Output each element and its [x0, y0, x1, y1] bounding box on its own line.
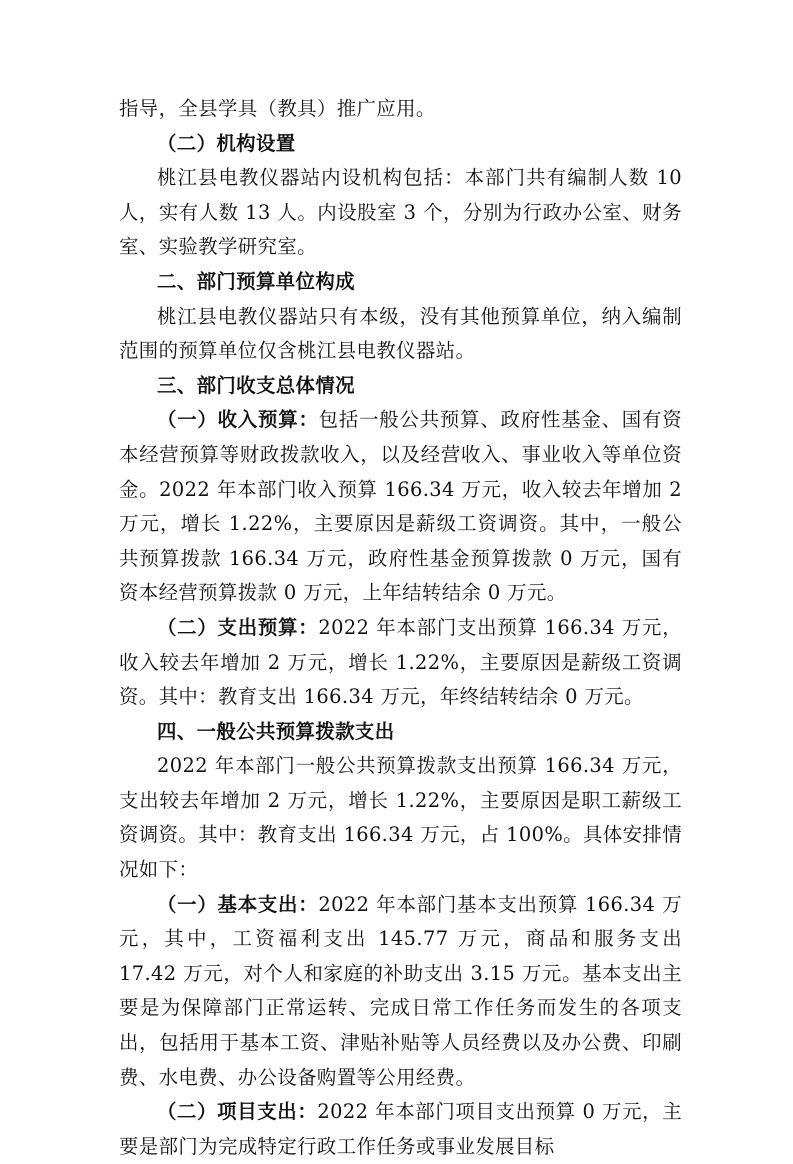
paragraph-budget-units: 桃江县电教仪器站只有本级，没有其他预算单位，纳入编制范围的预算单位仅含桃江县电教仪器站。	[119, 304, 682, 363]
expense-budget-lead: （二）支出预算：	[157, 615, 319, 639]
heading-budget-units: 二、部门预算单位构成	[157, 269, 355, 293]
expense-budget-text: 2022 年本部门支出预算 166.34 万元，收入较去年增加 2 万元，增长 1.22%，主要原因是薪级工资调资。其中：教育支出 166.34 万元，年终结转结余 0 万元。	[119, 615, 682, 709]
basic-expenditure-text: 2022 年本部门基本支出预算 166.34 万元，其中，工资福利支出 145.77 万元，商品和服务支出 17.42 万元，对个人和家庭的补助支出 3.15 万元。基本支出主要是为保障部门正常运转、完成日常工作任务而发生的各项支出，包括用于基本工资、津贴补贴等人员经费以及办公费、印刷费、水电费、办公设备购置等公用经费。	[119, 892, 682, 1089]
paragraph-basic-expenditure	[119, 888, 682, 1096]
paragraph-general-public-budget: 2022 年本部门一般公共预算拨款支出预算 166.34 万元，支出较去年增加 2 万元，增长 1.22%，主要原因是职工薪级工资调资。其中：教育支出 166.34 万元，占 100%。具体安排情况如下：	[119, 754, 682, 882]
heading-org-setup: （二）机构设置	[157, 131, 296, 155]
heading-general-public-budget: 四、一般公共预算拨款支出	[157, 719, 395, 743]
basic-expenditure-lead: （一）基本支出：	[157, 892, 319, 916]
continuation-paragraph: 指导，全县学具（教具）推广应用。	[119, 97, 436, 120]
paragraph-org-setup: 桃江县电教仪器站内设机构包括：本部门共有编制人数 10 人，实有人数 13 人。内设股室 3 个，分别为行政办公室、财务室、实验教学研究室。	[119, 166, 682, 259]
income-budget-text: 包括一般公共预算、政府性基金、国有资本经营预算等财政拨款收入，以及经营收入、事业收入等单位资金。2022 年本部门收入预算 166.34 万元，收入较去年增加 2 万元，增长 1.22%，主要原因是薪级工资调资。其中，一般公共预算拨款 166.34 万元，政府性基金预算拨款 0 万元，国有资本经营预算拨款 0 万元，上年结转结余 0 万元。	[119, 408, 682, 605]
document-body	[119, 92, 682, 1164]
income-budget-lead: （一）收入预算：	[157, 408, 319, 432]
paragraph-expense-budget	[119, 611, 682, 715]
project-expenditure-text: 2022 年本部门项目支出预算 0 万元，主要是部门为完成特定行政工作任务或事业发展目标	[119, 1100, 682, 1158]
heading-overall-income-expense: 三、部门收支总体情况	[157, 373, 355, 397]
paragraph-income-budget	[119, 403, 682, 611]
project-expenditure-lead: （二）项目支出：	[157, 1100, 318, 1124]
paragraph-project-expenditure	[119, 1095, 682, 1164]
